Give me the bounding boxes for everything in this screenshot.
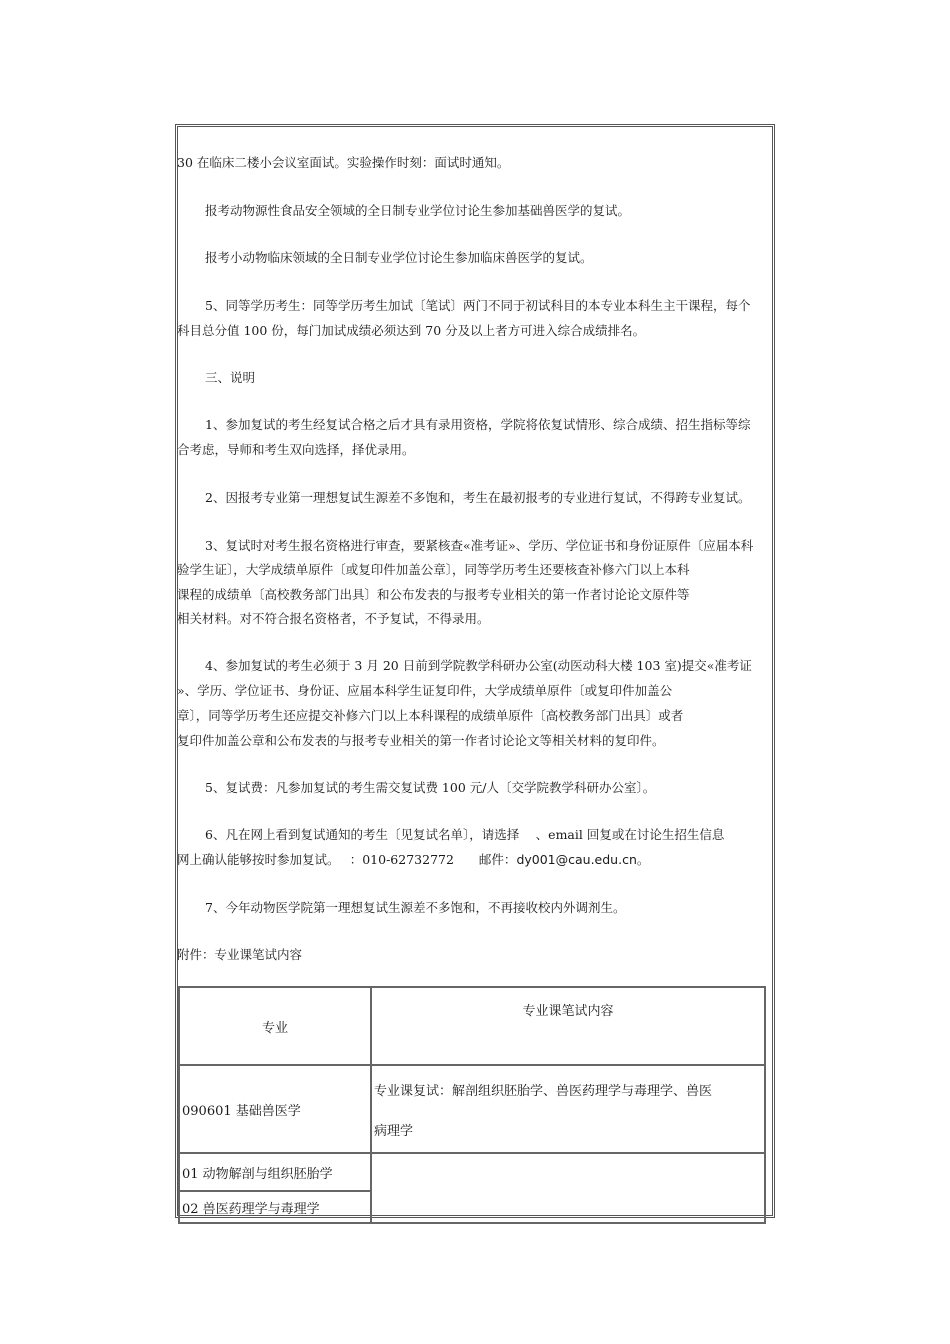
note-1-line-a: 1、参加复试的考生经复试合格之后才具有录用资格，学院将依复试情形、综合成绩、招生指标等综	[205, 417, 751, 432]
note-4-line-b: »、学历、学位证书、身份证、应届本科学生证复印件，大学成绩单原件〔或复印件加盖公	[177, 683, 673, 698]
table-header-major: 专业	[179, 987, 371, 1065]
note-5: 5、复试费：凡参加复试的考生需交复试费 100 元/人〔交学院教学科研办公室〕。	[205, 780, 656, 795]
table-cell-major: 01 动物解剖与组织胚胎学	[179, 1153, 371, 1191]
paragraph-equivalent-b: 科目总分值 100 份，每门加试成绩必须达到 70 分及以上者方可进入综合成绩排名。	[177, 323, 646, 338]
note-6-contact-text: 网上确认能够按时参加复试。 ：010-62732772 邮件：	[177, 852, 517, 867]
table-cell-major: 090601 基础兽医学	[179, 1065, 371, 1153]
table-header-content: 专业课笔试内容	[371, 987, 765, 1065]
table-cell-empty	[371, 1153, 765, 1223]
note-6-end: 。	[636, 852, 650, 867]
paragraph-interview: 30 在临床二楼小会议室面试。实验操作时刻：面试时通知。	[177, 155, 510, 170]
section-heading-notes: 三、说明	[205, 370, 256, 385]
note-4-line-c: 章〕，同等学历考生还应提交补修六门以上本科课程的成绩单原件〔高校教务部门出具〕或者	[177, 708, 684, 723]
exam-content-table	[178, 986, 766, 1224]
table-row	[179, 1065, 765, 1153]
note-6-line-b	[177, 847, 769, 872]
paragraph-equivalent-a: 5、同等学历考生：同等学历考生加试〔笔试〕两门不同于初试科目的本专业本科生主干课程，每个	[205, 298, 751, 313]
table-cell-content-line-b: 病理学	[374, 1124, 414, 1139]
table-header-row	[179, 987, 765, 1065]
note-3-line-c: 课程的成绩单〔高校教务部门出具〕和公布发表的与报考专业相关的第一作者讨论论文原件等	[177, 587, 690, 602]
note-3-line-d: 相关材料。对不符合报名资格者，不予复试，不得录用。	[177, 611, 490, 626]
table-cell-content	[371, 1065, 765, 1153]
note-4-line-a: 4、参加复试的考生必须于 3 月 20 日前到学院教学科研办公室(动医动科大楼 103 室)提交«准考证	[205, 658, 752, 673]
table-cell-content-line-a: 专业课复试：解剖组织胚胎学、兽医药理学与毒理学、兽医	[374, 1084, 713, 1099]
paragraph-small-animal: 报考小动物临床领域的全日制专业学位讨论生参加临床兽医学的复试。	[205, 250, 593, 265]
table-row	[179, 1153, 765, 1191]
note-3-line-b: 验学生证〕，大学成绩单原件〔或复印件加盖公章〕，同等学历考生还要核查补修六门以上本科	[177, 562, 690, 577]
note-1-line-b: 合考虑，导师和考生双向选择，择优录用。	[177, 442, 415, 457]
table-cell-major: 02 兽医药理学与毒理学	[179, 1191, 371, 1223]
note-3-line-a: 3、复试时对考生报名资格进行审查，要紧核查«准考证»、学历、学位证书和身份证原件〔应届本科	[205, 538, 754, 553]
contact-email-link[interactable]: dy001@cau.edu.cn	[516, 852, 637, 867]
note-6-line-a: 6、凡在网上看到复试通知的考生〔见复试名单〕，请选择 、email 回复或在讨论生招生信息	[205, 827, 725, 842]
note-2: 2、因报考专业第一理想复试生源差不多饱和，考生在最初报考的专业进行复试，不得跨专业复试。	[205, 490, 751, 505]
note-7: 7、今年动物医学院第一理想复试生源差不多饱和，不再接收校内外调剂生。	[205, 900, 626, 915]
paragraph-food-safety: 报考动物源性食品安全领域的全日制专业学位讨论生参加基础兽医学的复试。	[205, 203, 631, 218]
attachment-heading: 附件：专业课笔试内容	[177, 947, 303, 962]
note-4-line-d: 复印件加盖公章和公布发表的与报考专业相关的第一作者讨论论文等相关材料的复印件。	[177, 733, 665, 748]
